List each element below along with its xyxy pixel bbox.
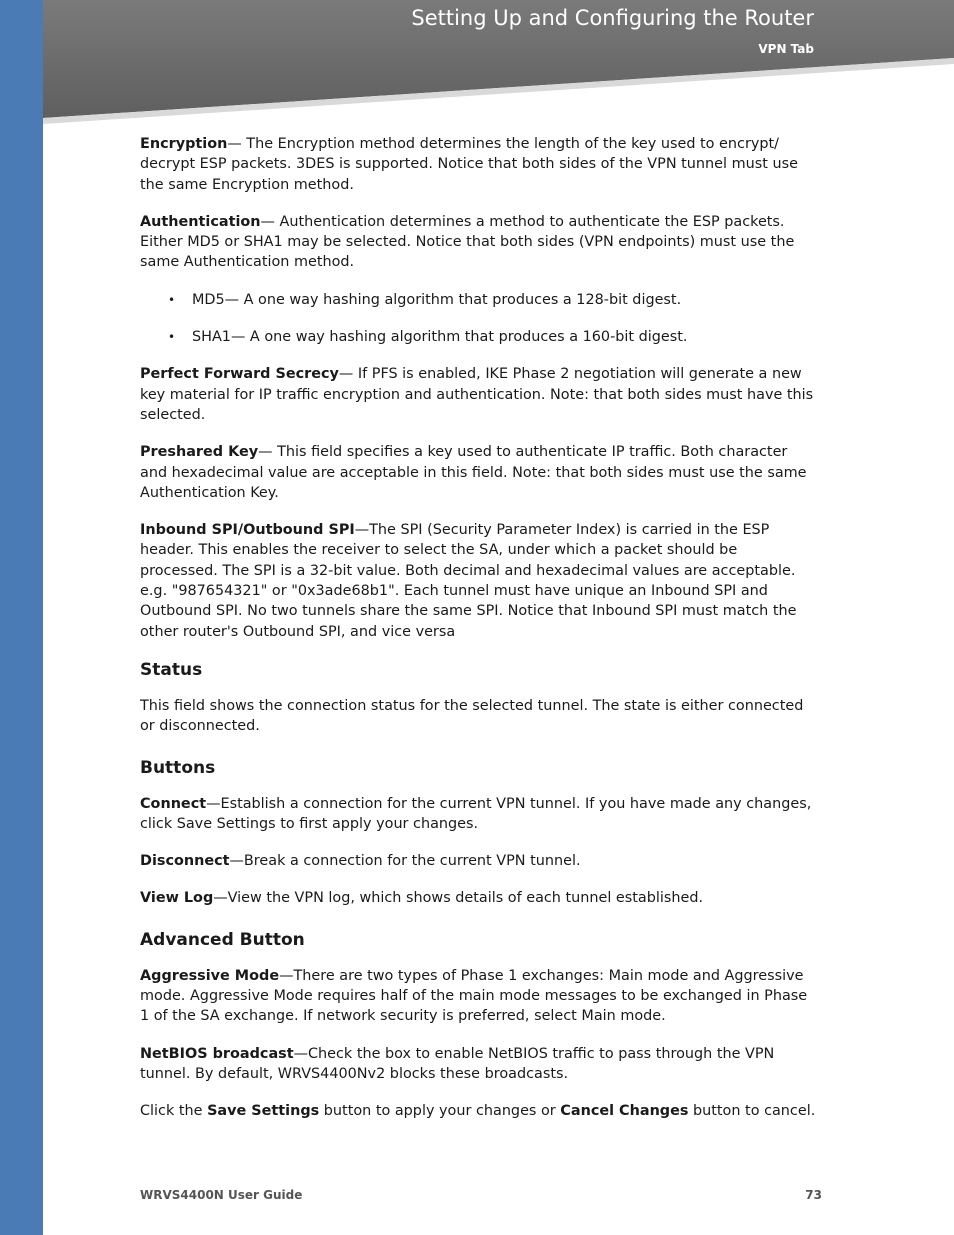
- bullet-icon: •: [168, 330, 176, 345]
- authentication-paragraph: Authentication— Authentication determines a method to authenticate the ESP packets. Either MD5 or SHA1 may be selected. Notice that both sides (VPN endpoints) must use the same Authentication method.: [140, 213, 795, 271]
- page-title: Setting Up and Configuring the Router: [411, 6, 814, 30]
- pfs-paragraph: Perfect Forward Secrecy— If PFS is enabled, IKE Phase 2 negotiation will generate a new key material for IP traffic encryption and authentication. Note: that both sides must have this selected.: [140, 366, 814, 423]
- viewlog-paragraph: View Log—View the VPN log, which shows details of each tunnel established.: [140, 890, 704, 907]
- connect-paragraph: Connect—Establish a connection for the current VPN tunnel. If you have made any changes, click Save Settings to first apply your changes.: [140, 795, 812, 832]
- viewlog-term: View Log: [140, 890, 214, 907]
- aggressive-paragraph: Aggressive Mode—There are two types of Phase 1 exchanges: Main mode and Aggressive mode. Aggressive Mode requires half of the main mode messages to be exchanged in Phase 1 of the SA exchange. If network security is preferred, select Main mode.: [140, 967, 808, 1025]
- netbios-term: NetBIOS broadcast: [140, 1045, 294, 1062]
- advanced-heading: Advanced Button: [140, 929, 305, 950]
- status-paragraph: This field shows the connection status for the selected tunnel. The state is either connected or disconnected.: [140, 697, 804, 735]
- aggressive-term: Aggressive Mode: [140, 967, 280, 984]
- hash-bullet-list: [140, 290, 816, 348]
- bullet-icon: •: [168, 292, 176, 307]
- save-settings-term: Save Settings: [207, 1103, 320, 1120]
- authentication-term: Authentication: [140, 213, 261, 230]
- document-body: [140, 134, 816, 1139]
- spi-term: Inbound SPI/Outbound SPI: [140, 522, 355, 539]
- list-item: • SHA1— A one way hashing algorithm that produces a 160-bit digest.: [140, 327, 816, 347]
- disconnect-term: Disconnect: [140, 853, 230, 870]
- spi-paragraph: Inbound SPI/Outbound SPI—The SPI (Security Parameter Index) is carried in the ESP header. This enables the receiver to select the SA, under which a packet should be processed. The SPI is a 32-bit value. Both decimal and hexadecimal values are acceptable. e.g. "987654321" or "0x3ade68b1". Each tunnel must have unique an Inbound SPI and Outbound SPI. No two tunnels share the same SPI. Notice that Inbound SPI must match the other router's Outbound SPI, and vice versa: [140, 522, 797, 640]
- pfs-term: Perfect Forward Secrecy: [140, 366, 339, 383]
- section-subtitle: VPN Tab: [758, 42, 814, 56]
- footer-guide-title: WRVS4400N User Guide: [140, 1188, 303, 1202]
- preshared-paragraph: Preshared Key— This field specifies a key used to authenticate IP traffic. Both character and hexadecimal value are acceptable in this field. Note: that both sides must use the same Authentication Key.: [140, 444, 807, 501]
- encryption-term: Encryption: [140, 136, 228, 152]
- list-item: • MD5— A one way hashing algorithm that produces a 128-bit digest.: [140, 290, 816, 310]
- disconnect-paragraph: Disconnect—Break a connection for the current VPN tunnel.: [140, 853, 581, 870]
- buttons-heading: Buttons: [140, 757, 216, 778]
- closing-paragraph: Click the Save Settings button to apply your changes or Cancel Changes button to cancel.: [140, 1103, 816, 1120]
- cancel-changes-term: Cancel Changes: [560, 1103, 689, 1120]
- preshared-term: Preshared Key: [140, 444, 259, 461]
- status-heading: Status: [140, 659, 203, 680]
- page-number: 73: [805, 1188, 822, 1202]
- connect-term: Connect: [140, 795, 207, 812]
- sidebar-band: [0, 0, 43, 1235]
- netbios-paragraph: NetBIOS broadcast—Check the box to enable NetBIOS traffic to pass through the VPN tunnel. By default, WRVS4400Nv2 blocks these broadcasts.: [140, 1045, 775, 1082]
- encryption-paragraph: Encryption— The Encryption method determines the length of the key used to encrypt/ decrypt ESP packets. 3DES is supported. Notice that both sides of the VPN tunnel must use the same Encryption method.: [140, 136, 798, 193]
